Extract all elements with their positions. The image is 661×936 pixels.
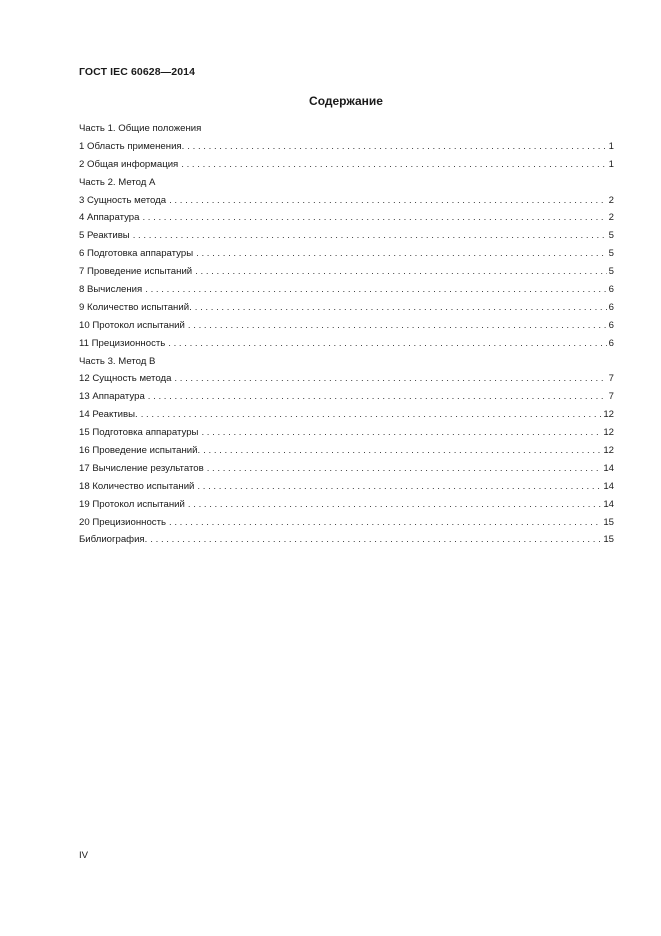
toc-entry-page: 1 — [608, 140, 614, 152]
toc-entry-label: 2 Общая информация — [79, 158, 179, 170]
toc-entry-label: 10 Протокол испытаний — [79, 319, 185, 331]
toc-dot-leader — [187, 138, 606, 156]
toc-entry-label: 13 Аппаратура — [79, 391, 145, 403]
toc-entry-label: 16 Проведение испытаний. — [79, 445, 201, 457]
toc-entry — [79, 209, 614, 227]
toc-entry-label: 20 Прецизионность — [79, 516, 166, 528]
toc-entry-label: 17 Вычисление результатов — [79, 462, 204, 474]
toc-entry-page: 1 — [608, 158, 614, 170]
toc-title: Содержание — [309, 94, 383, 108]
toc-entry-label: 18 Количество испытаний — [79, 480, 195, 492]
toc-entry — [79, 227, 614, 245]
toc-entry-page: 14 — [603, 462, 614, 474]
toc-entry — [79, 496, 614, 514]
toc-entry-page: 6 — [608, 301, 614, 313]
toc-entry-label: 1 Область применения. — [79, 140, 185, 152]
toc-dot-leader — [181, 156, 606, 174]
toc-entry — [79, 263, 614, 281]
toc-entry — [79, 353, 614, 371]
toc-entry — [79, 120, 614, 138]
toc-entry — [79, 317, 614, 335]
toc-entry-label: Часть 2. Метод А — [79, 176, 156, 188]
toc-entry-page: 6 — [608, 319, 614, 331]
toc-entry — [79, 245, 614, 263]
page-number: IV — [79, 850, 89, 861]
toc-entry-page: 12 — [603, 445, 614, 457]
toc-entry-page: 7 — [608, 391, 614, 403]
toc-dot-leader — [168, 335, 606, 353]
toc-dot-leader — [174, 370, 606, 388]
toc-entry — [79, 299, 614, 317]
toc-entry-label: Часть 3. Метод В — [79, 355, 156, 367]
toc-dot-leader — [150, 531, 601, 549]
toc-entry — [79, 138, 614, 156]
toc-entry-label: 5 Реактивы — [79, 230, 130, 242]
toc-entry-label: 9 Количество испытаний. — [79, 301, 192, 313]
toc-dot-leader — [188, 496, 601, 514]
toc-dot-leader — [169, 192, 607, 210]
toc-entry-label: Библиография. — [79, 534, 148, 546]
toc-dot-leader — [195, 299, 607, 317]
toc-entry — [79, 156, 614, 174]
toc-entry-page: 6 — [608, 284, 614, 296]
toc-entry-label: 4 Аппаратура — [79, 212, 140, 224]
toc-entry-page: 7 — [608, 373, 614, 385]
toc-entry — [79, 514, 614, 532]
toc-entry-page: 5 — [608, 248, 614, 260]
toc-entry — [79, 460, 614, 478]
toc-dot-leader — [141, 406, 602, 424]
toc-entry-page: 15 — [603, 534, 614, 546]
document-code: ГОСТ IEC 60628—2014 — [79, 66, 196, 78]
toc-entry-page: 2 — [608, 194, 614, 206]
toc-entry-label: 11 Прецизионность — [79, 337, 166, 349]
toc-entry-label: Часть 1. Общие положения — [79, 123, 202, 134]
toc-dot-leader — [148, 388, 607, 406]
toc-dot-leader — [133, 227, 607, 245]
toc-entry-page: 12 — [603, 409, 614, 421]
toc-entry — [79, 174, 614, 192]
toc-entry-label: 14 Реактивы. — [79, 409, 138, 421]
toc-entry — [79, 442, 614, 460]
toc-entry-label: 12 Сущность метода — [79, 373, 172, 385]
toc-entry — [79, 370, 614, 388]
toc-entry — [79, 531, 614, 549]
toc-entry-page: 5 — [608, 230, 614, 242]
toc-dot-leader — [203, 442, 601, 460]
toc-dot-leader — [195, 263, 606, 281]
toc-entry — [79, 406, 614, 424]
toc-entry-page: 5 — [608, 266, 614, 278]
toc-entry-label: 19 Протокол испытаний — [79, 498, 185, 510]
toc-dot-leader — [201, 424, 601, 442]
toc-entry — [79, 478, 614, 496]
toc-entry — [79, 281, 614, 299]
toc-entry-page: 6 — [608, 337, 614, 349]
toc-entry-label: 6 Подготовка аппаратуры — [79, 248, 194, 260]
toc-entry-label: 7 Проведение испытаний — [79, 266, 193, 278]
toc-entry-page: 2 — [608, 212, 614, 224]
toc-entry-label: 15 Подготовка аппаратуры — [79, 427, 199, 439]
toc-dot-leader — [145, 281, 606, 299]
toc-dot-leader — [197, 478, 601, 496]
toc-entry — [79, 424, 614, 442]
toc-entry-page: 15 — [603, 516, 614, 528]
toc-dot-leader — [188, 317, 607, 335]
toc-entry-page: 12 — [603, 427, 614, 439]
table-of-contents — [79, 120, 614, 549]
toc-dot-leader — [207, 460, 602, 478]
toc-dot-leader — [169, 514, 601, 532]
toc-entry — [79, 335, 614, 353]
toc-entry — [79, 192, 614, 210]
toc-entry-label: 3 Сущность метода — [79, 194, 167, 206]
toc-dot-leader — [196, 245, 607, 263]
toc-entry-page: 14 — [603, 480, 614, 492]
toc-entry-page: 14 — [603, 498, 614, 510]
toc-dot-leader — [142, 209, 606, 227]
toc-entry-label: 8 Вычисления — [79, 284, 143, 296]
toc-entry — [79, 388, 614, 406]
